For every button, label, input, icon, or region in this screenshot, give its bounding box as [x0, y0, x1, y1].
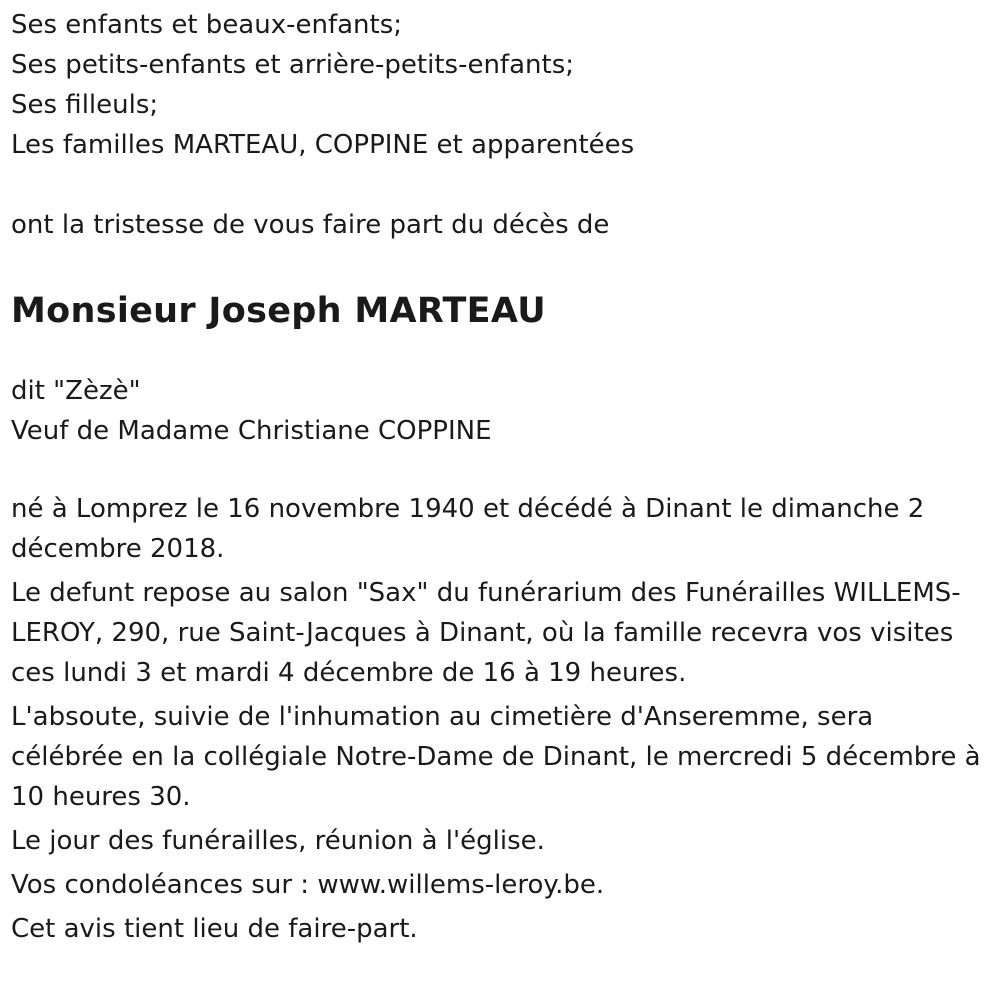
family-list — [11, 5, 988, 165]
birth-death-paragraph: né à Lomprez le 16 novembre 1940 et décédé à Dinant le dimanche 2 décembre 2018. — [11, 494, 925, 564]
family-line-godchildren: Ses filleuls; — [11, 90, 159, 120]
condolences-paragraph: Vos condoléances sur : www.willems-leroy.be. — [11, 870, 605, 900]
deceased-nickname: dit "Zèzè" — [11, 376, 141, 406]
meeting-paragraph: Le jour des funérailles, réunion à l'église. — [11, 826, 545, 856]
family-line-families: Les familles MARTEAU, COPPINE et apparentées — [11, 130, 635, 160]
family-line-children: Ses enfants et beaux-enfants; — [11, 10, 403, 40]
visitation-paragraph: Le defunt repose au salon "Sax" du funérarium des Funérailles WILLEMS-LEROY, 290, rue Saint-Jacques à Dinant, où la famille recevra vos visites ces lundi 3 et mardi 4 décembre de 16 à 19 heures. — [11, 578, 961, 688]
spacer — [11, 165, 988, 205]
ceremony-paragraph: L'absoute, suivie de l'inhumation au cimetière d'Anseremme, sera célébrée en la collégiale Notre-Dame de Dinant, le mercredi 5 décembre à 10 heures 30. — [11, 702, 981, 812]
family-line-grandchildren: Ses petits-enfants et arrière-petits-enfants; — [11, 50, 574, 80]
announcement-text: ont la tristesse de vous faire part du décès de — [11, 210, 610, 240]
deceased-name: Monsieur Joseph MARTEAU — [11, 291, 546, 331]
notice-paragraph: Cet avis tient lieu de faire-part. — [11, 914, 418, 944]
deceased-widower: Veuf de Madame Christiane COPPINE — [11, 416, 492, 446]
